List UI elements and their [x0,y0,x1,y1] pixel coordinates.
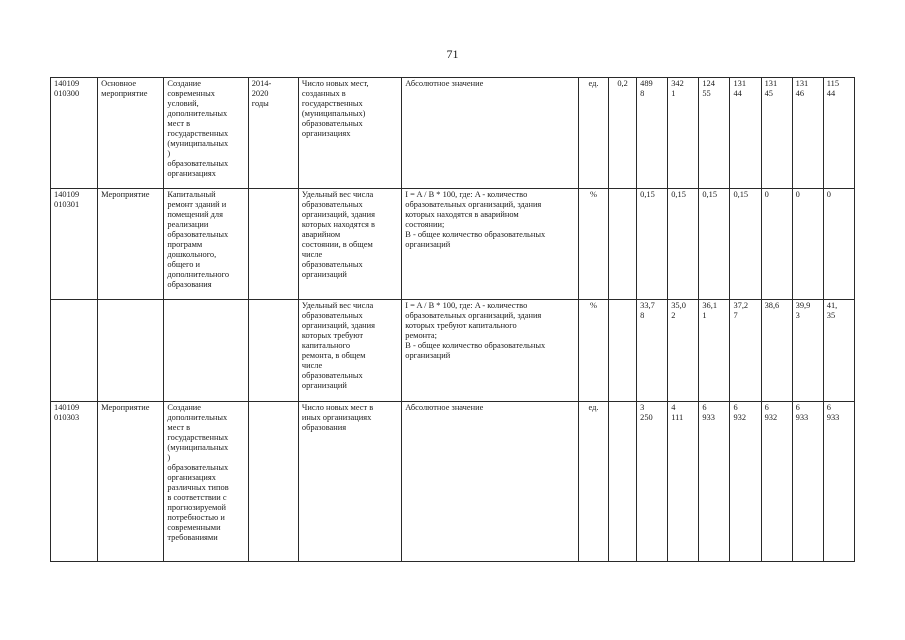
year-value-cell [730,402,761,562]
text-line: которых находятся в аварийном [405,210,519,219]
period-cell [248,300,298,402]
text-line: 3 [640,403,645,412]
text-line: 45 [764,89,773,98]
text-line: 36,1 [702,301,717,310]
text-line: 131 [733,79,747,88]
text-line: (муниципальных [167,139,229,148]
text-line: 0,15 [671,190,686,199]
text-line: образовательных [167,230,229,239]
table-row [51,300,855,402]
text-line: состоянии; [405,220,445,229]
text-line: 2014- [251,79,272,88]
text-line: дополнительных [167,109,228,118]
type-cell: Мероприятие [98,189,164,300]
text-line: 489 [640,79,653,88]
text-line: числе [301,361,323,370]
base-value-cell [609,189,637,300]
text-line: иных организациях [301,413,372,422]
text-line: 2020 [251,89,269,98]
year-value-cell [823,300,854,402]
text-line: 44 [826,89,836,98]
period-cell [248,78,298,189]
indicator-cell [298,78,401,189]
text-line: 4 [671,403,676,412]
code-cell [51,189,98,300]
page-number: 71 [446,47,459,61]
text-line: 38,6 [764,301,780,310]
year-value-cell [730,300,761,402]
year-value-cell [699,189,730,300]
text-line: государственных [301,99,363,108]
method-cell [402,189,579,300]
text-line: созданных в [301,89,346,98]
text-line: 140109 [54,79,80,88]
unit-cell: ед. [578,402,608,562]
unit-cell: % [578,189,608,300]
text-line: ремонт зданий и [167,200,227,209]
text-line: 111 [671,413,684,422]
name-cell [164,189,248,300]
type-cell: Мероприятие [98,402,164,562]
method-cell [402,402,579,562]
unit-cell: ед. [578,78,608,189]
text-line: 37,2 [733,301,749,310]
text-line: Создание [167,403,201,412]
text-line: организациях [301,129,351,138]
text-line: Удельный вес числа [301,301,374,310]
text-line: 124 [702,79,715,88]
year-value-cell [668,300,699,402]
text-line: Создание [167,79,201,88]
text-line: 131 [795,79,809,88]
text-line: организациях [167,473,216,482]
text-line: 010301 [54,200,80,209]
table-row [51,189,855,300]
text-line: образования [167,280,212,289]
text-line: 6 [702,403,707,412]
text-line: организаций [405,240,451,249]
text-line: 44 [733,89,742,98]
text-line: 0 [826,190,831,199]
text-line: I = A / B * 100, где: A - количество [405,301,528,310]
text-line: дополнительных [167,413,228,422]
year-value-cell [730,78,761,189]
text-line: требованиями [167,533,218,542]
text-line: 33,7 [640,301,655,310]
text-line: 55 [702,89,711,98]
type-cell [98,300,164,402]
text-line: 7 [733,311,738,320]
text-line: Абсолютное значение [405,403,484,412]
text-line: 010300 [54,89,80,98]
text-line: 35 [826,311,836,320]
year-value-cell [668,189,699,300]
text-line: B - общее количество образовательных [405,230,546,239]
text-line: 41, [826,301,838,310]
text-line: капитального [301,341,351,350]
year-value-cell [761,300,792,402]
type-cell: Основное мероприятие [98,78,164,189]
text-line: мест в [167,423,191,432]
code-cell [51,402,98,562]
year-value-cell [637,78,668,189]
year-value-cell [792,78,823,189]
text-line: аварийном [301,230,341,239]
year-value-cell [792,189,823,300]
name-cell [164,78,248,189]
base-value-cell [609,402,637,562]
text-line: числе [301,250,323,259]
text-line: 39,9 [795,301,811,310]
text-line: Число новых мест, [301,79,369,88]
text-line: прогнозируемой [167,503,226,512]
text-line: образовательных [301,371,363,380]
text-line: годы [251,99,269,108]
text-line: в соответствии с [167,493,227,502]
text-line: 115 [826,79,840,88]
text-line: 0,15 [702,190,717,199]
code-cell [51,78,98,189]
text-line: 0 [764,190,769,199]
text-line: 933 [826,413,840,422]
text-line: 46 [795,89,805,98]
text-line: образовательных [301,119,363,128]
year-value-cell [761,402,792,562]
text-line: реализации [167,220,209,229]
year-value-cell [699,78,730,189]
text-line: 2 [671,311,676,320]
code-cell [51,300,98,402]
method-cell [402,300,579,402]
text-line: 1 [671,89,676,98]
name-cell [164,402,248,562]
text-line: I = A / B * 100, где: A - количество [405,190,528,199]
text-line: мест в [167,119,191,128]
year-value-cell [637,300,668,402]
period-cell [248,189,298,300]
table-row [51,402,855,562]
text-line: организаций [301,270,347,279]
text-line: образовательных организаций, здания [405,311,542,320]
text-line: 0,15 [733,190,749,199]
text-line: государственных [167,129,229,138]
text-line: образовательных [301,311,363,320]
text-line: 0,15 [640,190,655,199]
text-line: образования [301,423,347,432]
text-line: современных [167,89,215,98]
text-line: состоянии, в общем [301,240,373,249]
text-line: 35,0 [671,301,686,310]
text-line: образовательных [167,159,229,168]
indicator-cell [298,402,401,562]
unit-cell: % [578,300,608,402]
text-line: 6 [826,403,831,412]
period-cell [248,402,298,562]
text-line: B - общее количество образовательных [405,341,546,350]
text-line: 250 [640,413,653,422]
year-value-cell [792,300,823,402]
text-line: организаций [405,351,451,360]
indicator-cell [298,189,401,300]
text-line: организаций, здания [301,321,375,330]
text-line: программ [167,240,203,249]
text-line: 933 [702,413,715,422]
year-value-cell [761,189,792,300]
text-line: организаций [301,381,347,390]
year-value-cell [823,189,854,300]
text-line: 6 [795,403,800,412]
text-line: общего и [167,260,201,269]
text-line: различных типов [167,483,229,492]
table-row [51,78,855,189]
year-value-cell [699,402,730,562]
text-line: образовательных [167,463,229,472]
text-line: 010303 [54,413,80,422]
text-line: 1 [702,311,707,320]
text-line: (муниципальных [167,443,229,452]
text-line: 8 [640,311,645,320]
text-line: Число новых мест в [301,403,374,412]
text-line: 932 [733,413,747,422]
text-line: дополнительного [167,270,230,279]
year-value-cell [761,78,792,189]
base-value-cell: 0,2 [609,78,637,189]
name-cell [164,300,248,402]
indicators-table [50,77,855,562]
text-line: (муниципальных) [301,109,366,118]
text-line: современными [167,523,221,532]
text-line: помещений для [167,210,223,219]
text-line: 0 [795,190,800,199]
text-line: организаций, здания [301,210,375,219]
year-value-cell [637,189,668,300]
text-line: Капитальный [167,190,216,199]
year-value-cell [699,300,730,402]
year-value-cell [730,189,761,300]
text-line: которых требуют [301,331,364,340]
text-line: которых требуют капитального [405,321,517,330]
text-line: 933 [795,413,809,422]
text-line: образовательных [301,260,363,269]
text-line: государственных [167,433,229,442]
text-line: 131 [764,79,778,88]
text-line: 932 [764,413,778,422]
text-line: 140109 [54,403,80,412]
text-line: дошкольного, [167,250,217,259]
text-line: 140109 [54,190,80,199]
text-line: организациях [167,169,216,178]
year-value-cell [792,402,823,562]
text-line: 3 [795,311,800,320]
text-line: ремонта; [405,331,437,340]
year-value-cell [823,402,854,562]
text-line: образовательных организаций, здания [405,200,542,209]
year-value-cell [823,78,854,189]
year-value-cell [668,78,699,189]
text-line: которых находятся в [301,220,375,229]
text-line: образовательных [301,200,363,209]
text-line: потребностью и [167,513,225,522]
method-cell [402,78,579,189]
text-line: ремонта, в общем [301,351,366,360]
text-line: 342 [671,79,684,88]
text-line: Абсолютное значение [405,79,484,88]
text-line: ) [167,453,171,462]
text-line: 8 [640,89,645,98]
text-line: условий, [167,99,199,108]
base-value-cell [609,300,637,402]
text-line: 6 [764,403,769,412]
text-line: Удельный вес числа [301,190,374,199]
year-value-cell [668,402,699,562]
text-line: 6 [733,403,738,412]
text-line: ) [167,149,171,158]
indicator-cell [298,300,401,402]
year-value-cell [637,402,668,562]
